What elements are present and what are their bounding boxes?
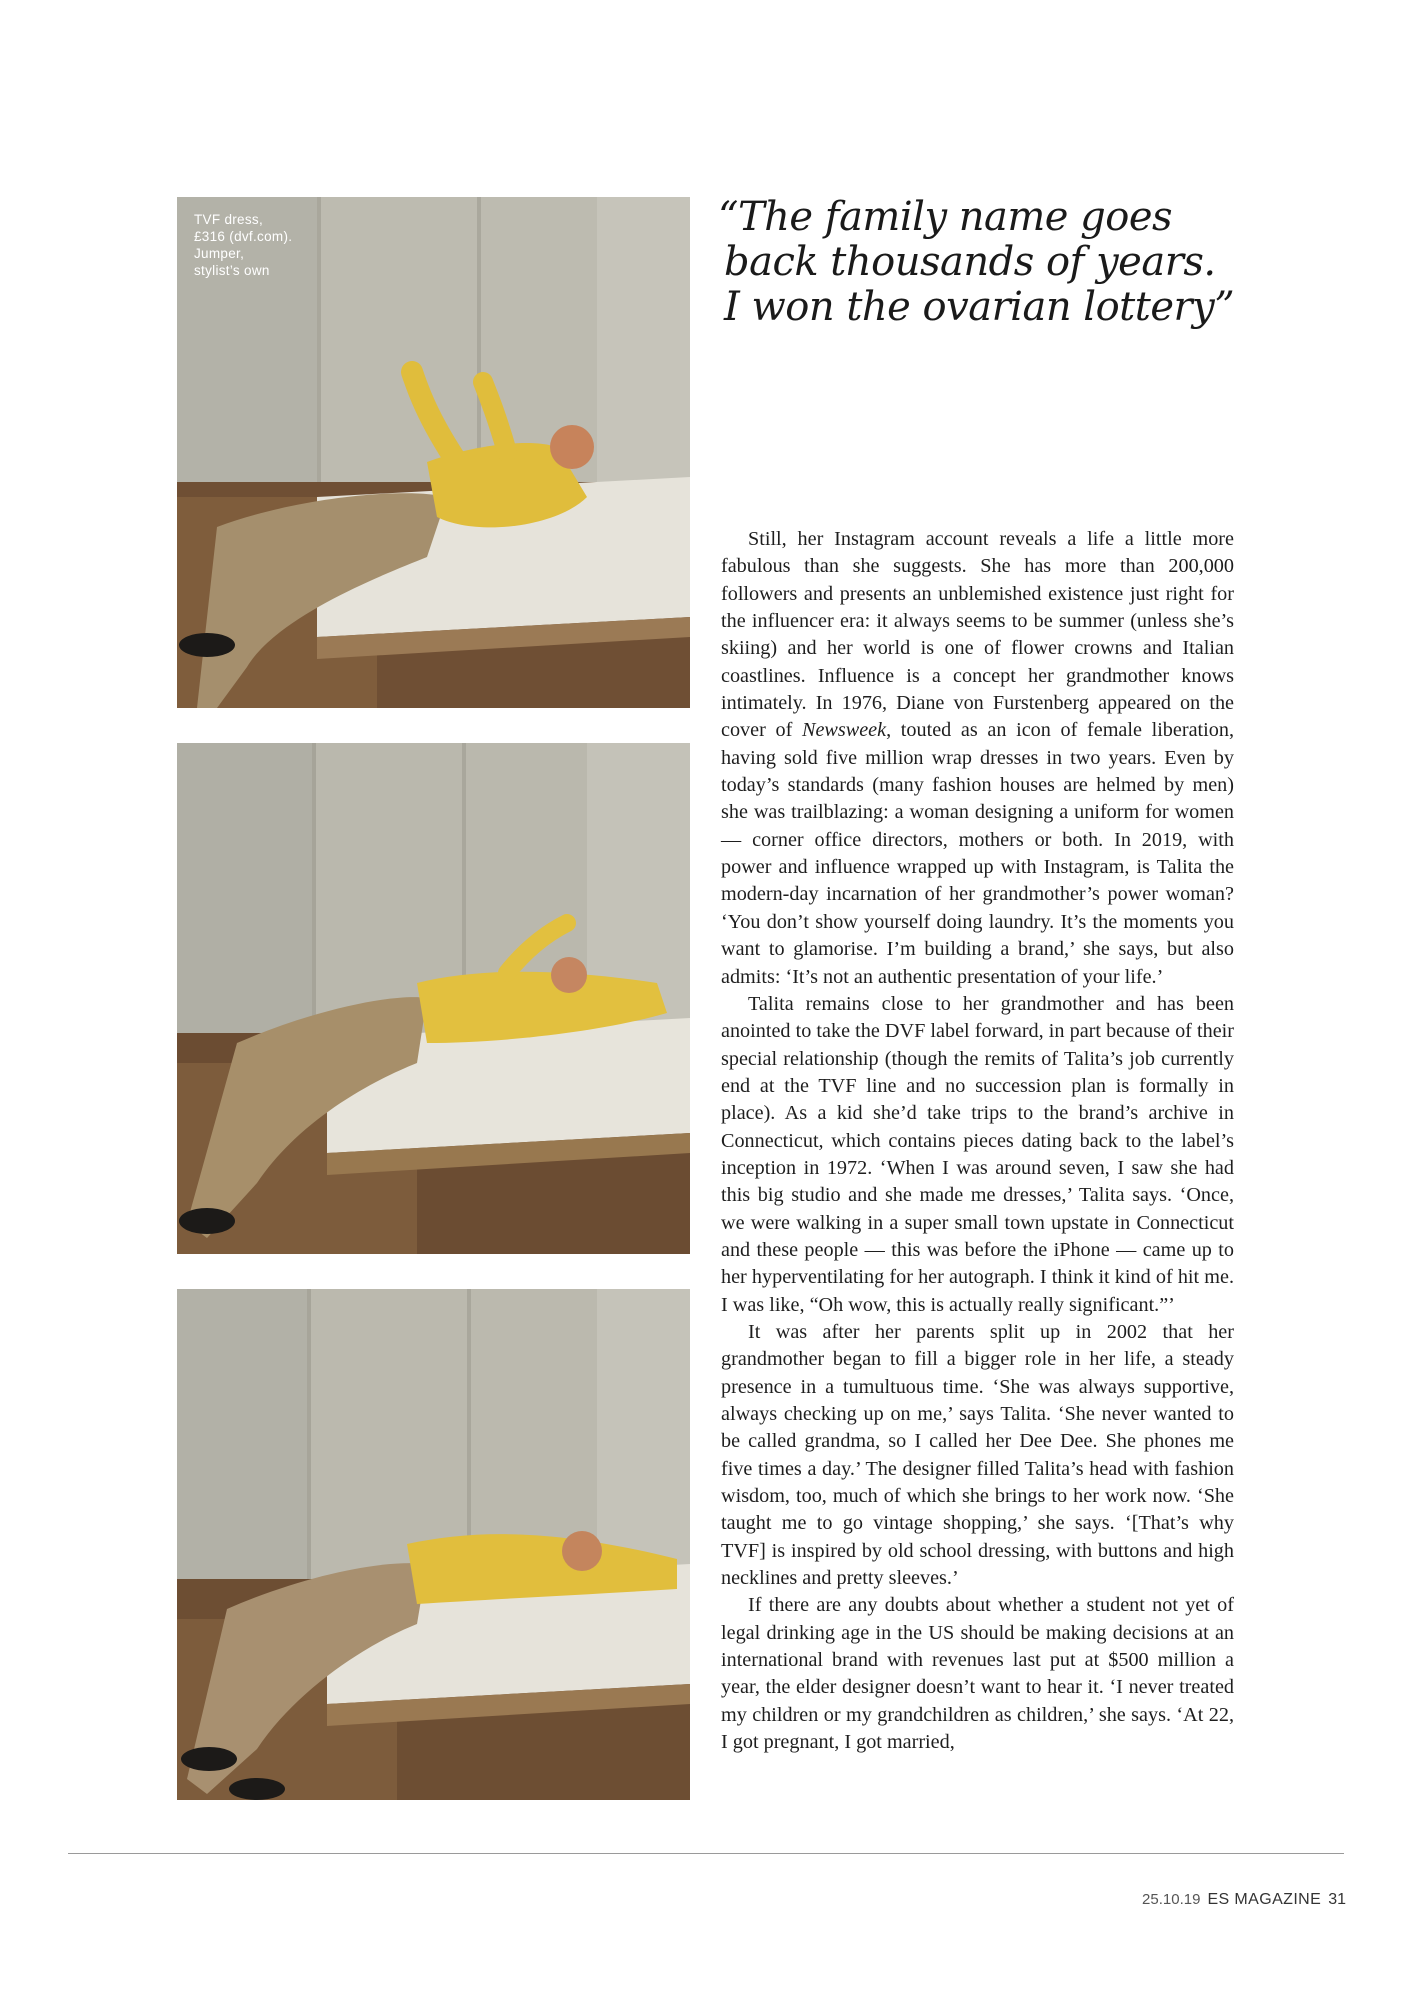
page-number: 31 [1328,1891,1346,1908]
caption-line: £316 (dvf.com). [194,229,293,244]
photo-reclining-arms-out [177,1289,690,1800]
publication-name: Newsweek [801,719,887,742]
pull-quote-line: I won the ovarian lottery” [724,284,1235,330]
article-paragraph: Talita remains close to her grandmother and has been anointed to take the DVF label forward, in part because of their special relationship (though the remits of Talita’s job currently end at the TVF line and no succession plan is formally in place). As a kid she’d take trips to the brand’s archive in Connecticut, which contains pieces dating back to the label’s inception in 1972. ‘When I was around seven, I saw she had this big studio and she made me dresses,’ Talita says. ‘Once, we were walking in a super small town upstate in Connecticut and these people — this was before the iPhone — came up to her hyperventilating for her autograph. I think it kind of hit me. I was like, “Oh wow, this is actually really significant.”’ [721,992,1234,1316]
caption-line: TVF dress, [194,212,264,227]
magazine-name: ES MAGAZINE [1207,1891,1322,1908]
article-body [721,526,1234,1756]
caption-line: stylist’s own [194,263,270,278]
photo-illustration [177,1289,690,1800]
article-paragraph: It was after her parents split up in 2002 that her grandmother began to fill a bigger role in her life, a steady presence in a tumultuous time. ‘She was always supportive, always checking up on me,’ says Talita. ‘She never wanted to be called grandma, so I called her Dee Dee. She phones me five times a day.’ The designer filled Talita’s head with fashion wisdom, too, much of which she brings to her work now. ‘She taught me to go vintage shopping,’ she says. ‘[That’s why TVF] is inspired by old school dressing, with buttons and high necklines and pretty sleeves.’ [721,1320,1234,1590]
article-paragraph: If there are any doubts about whether a student not yet of legal drinking age in the US should be making decisions at an international brand with revenues last put at $500 million a year, the elder designer doesn’t want to hear it. ‘I never treated my children or my grandchildren as children,’ she says. ‘At 22, I got pregnant, I got married, [721,1594,1234,1754]
footer-divider [68,1853,1344,1854]
paragraph-text: , touted as an icon of female liberation, having sold five million wrap dresses in two years. Even by today’s standards (many fashion houses are helmed by men) she was trailblazing: a woman designing a uniform for women — corner office directors, mothers or both. In 2019, with power and influence wrapped up with Instagram, is Talita the modern-day incarnation of her grandmother’s power woman? ‘You don’t show yourself doing laundry. It’s the moments you want to glamorise. I’m building a brand,’ she says, but also admits: ‘It’s not an authentic presentation of your life.’ [721,719,1234,988]
caption-line: Jumper, [194,246,245,261]
paragraph-text: Still, her Instagram account reveals a life a little more fabulous than she suggests. She has more than 200,000 followers and presents an unblemished existence just right for the influencer era: it always seems to be summer (unless she’s skiing) and her world is one of flower crowns and Italian coastlines. Influence is a concept her grandmother knows intimately. In 1976, Diane von Furstenberg appeared on the cover of [721,528,1234,742]
pull-quote-line: back thousands of years. [724,239,1216,285]
pull-quote [718,195,1278,330]
photo-caption [194,211,334,279]
issue-date: 25.10.19 [1142,1891,1201,1908]
photo-reclining-arm-extended [177,743,690,1254]
article-paragraph [721,526,1234,991]
page-footer [1142,1891,1346,1909]
photo-illustration [177,743,690,1254]
pull-quote-line: “The family name goes [718,194,1173,240]
photo-reclining-arms-raised [177,197,690,708]
